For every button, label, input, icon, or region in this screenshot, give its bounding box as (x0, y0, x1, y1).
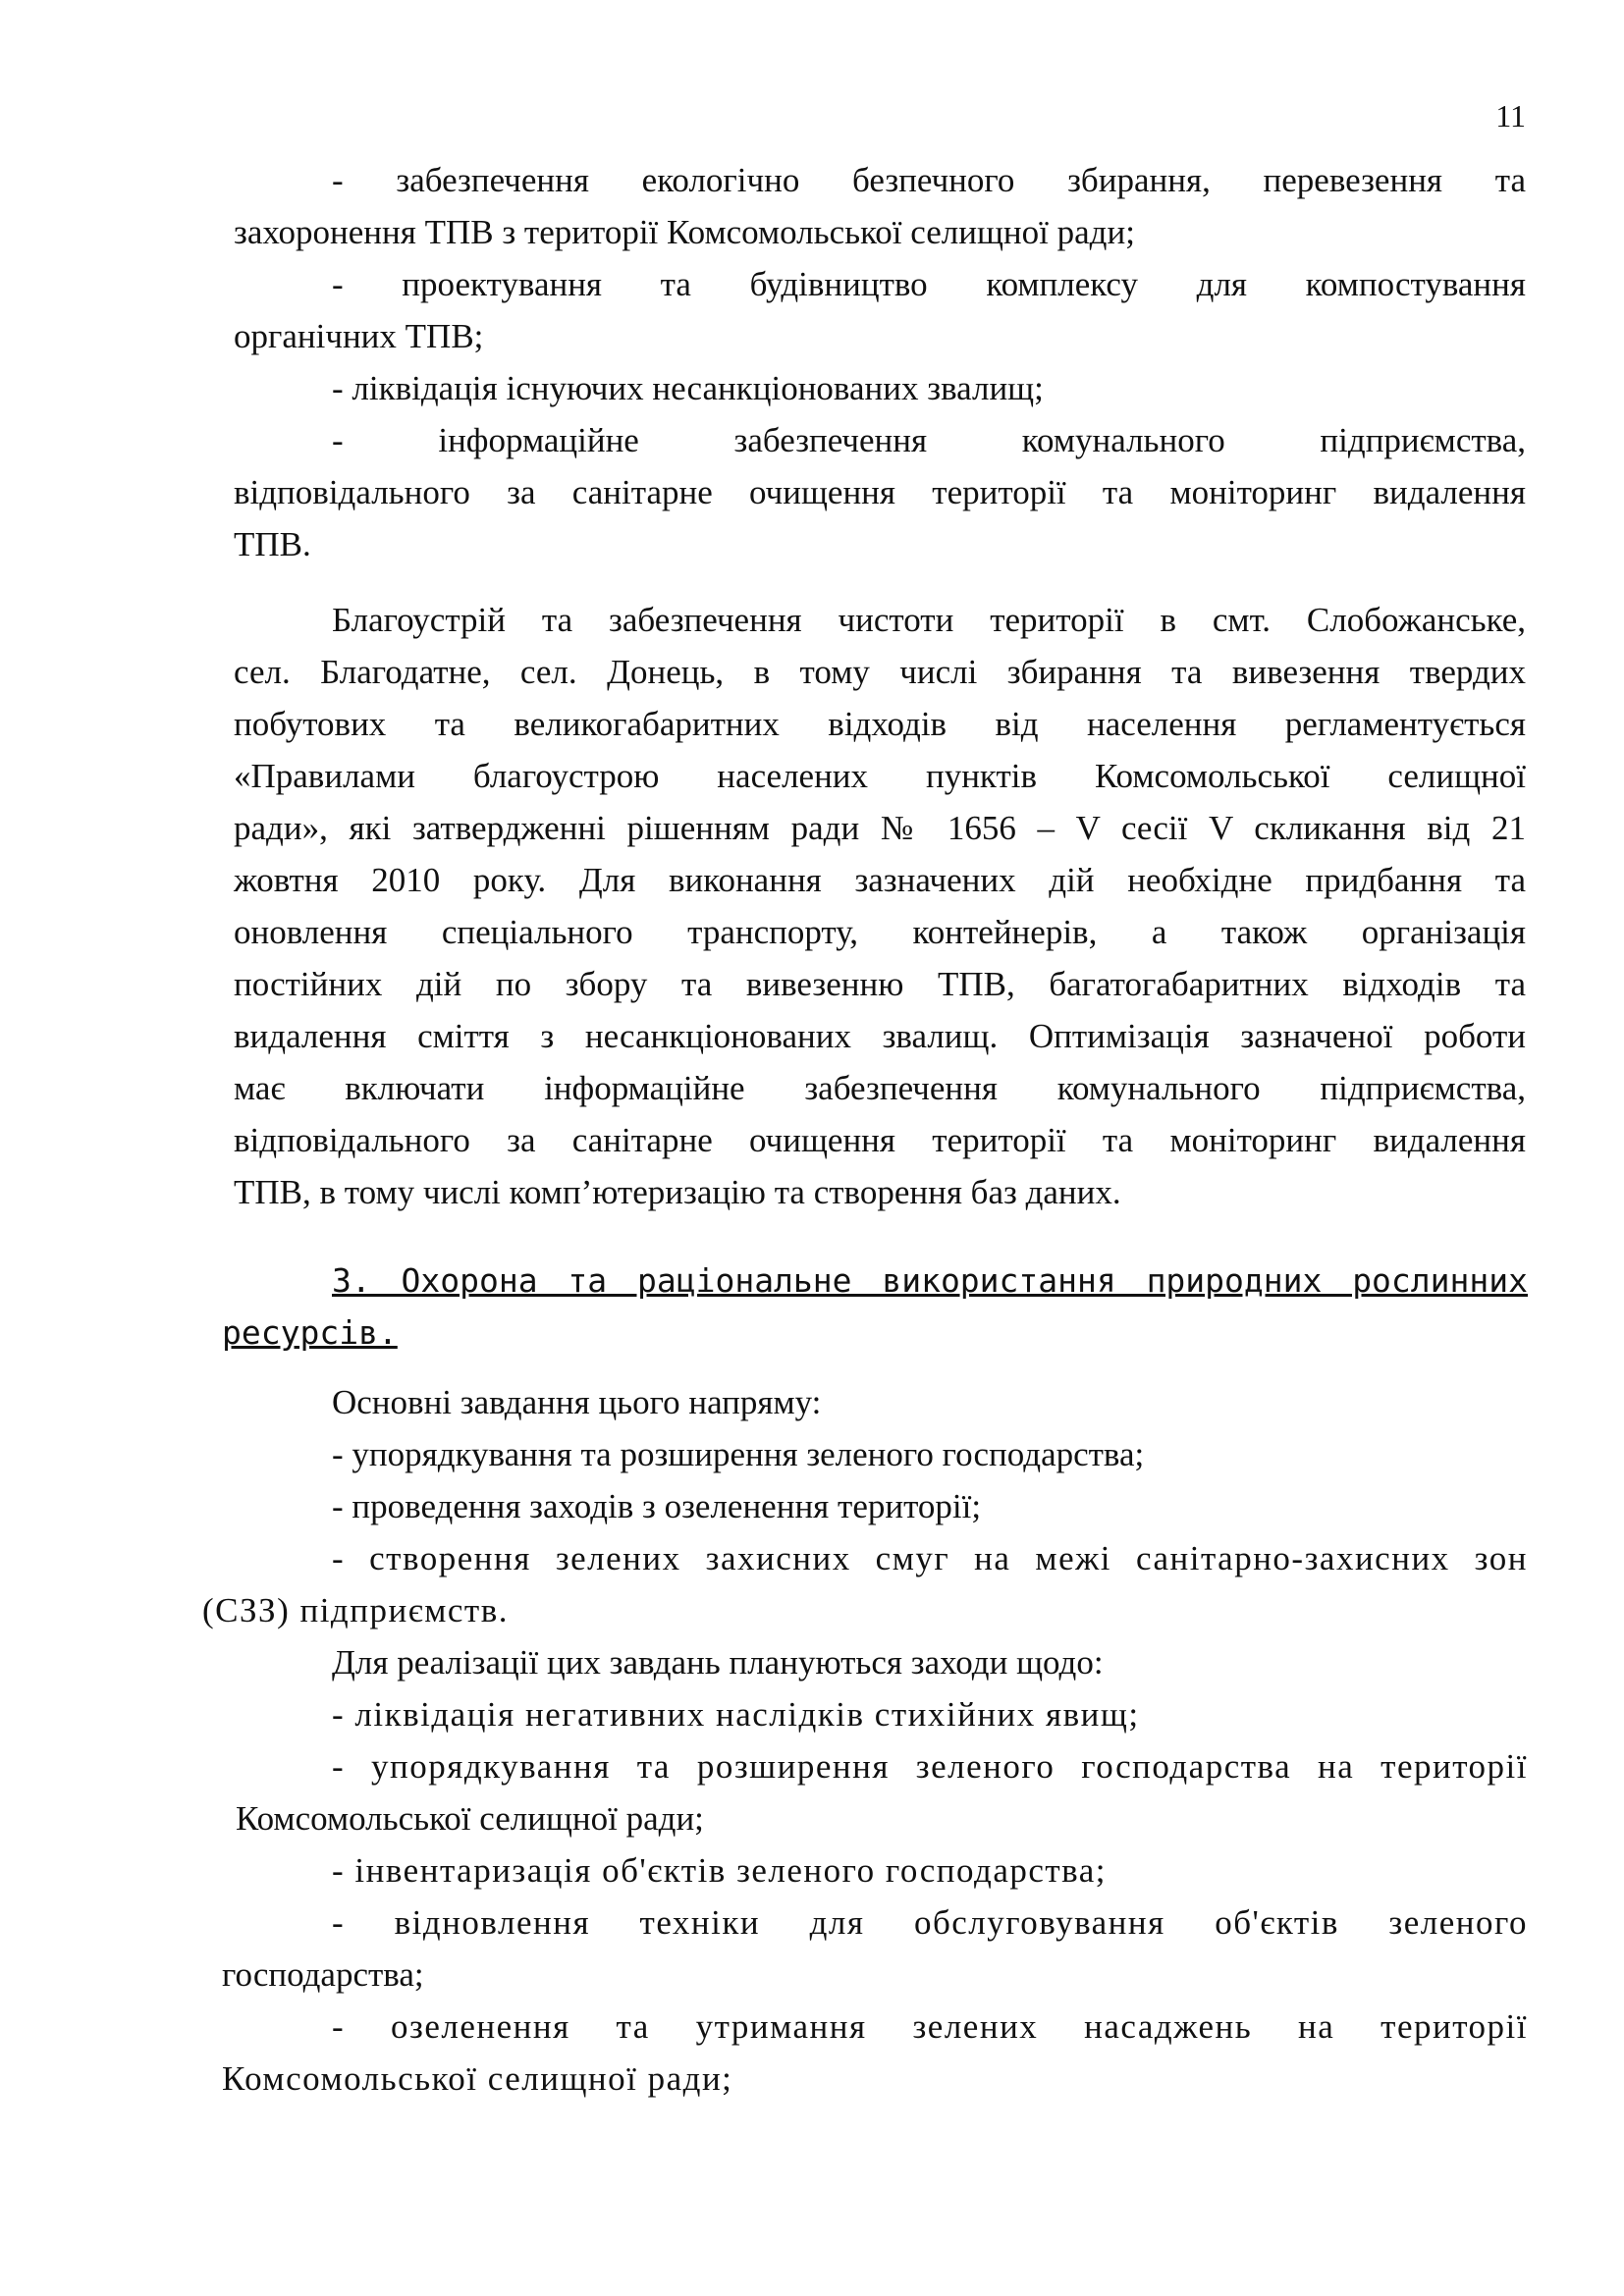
paragraph-line: «Правилами благоустрою населених пунктів Комсомольської селищної (234, 757, 1526, 795)
section-heading (222, 1255, 1528, 1359)
page-number: 11 (1495, 98, 1526, 133)
section-heading-line: 3. Охорона та раціональне використання природних рослинних (332, 1261, 1528, 1300)
section-line: - створення зелених захисних смуг на межі санітарно-захисних зон (332, 1539, 1528, 1577)
paragraph-line: має включати інформаційне забезпечення комунального підприємства, (234, 1069, 1526, 1107)
paragraph-line: постійних дій по збору та вивезенню ТПВ, багатогабаритних відходів та (234, 965, 1526, 1003)
list-item-line: захоронення ТПВ з території Комсомольської селищної ради; (234, 213, 1135, 251)
section-body (202, 1376, 1528, 2105)
section-line: - відновлення техніки для обслуговування об'єктів зеленого (332, 1903, 1528, 1942)
section-line: Комсомольської селищної ради; (236, 1799, 704, 1838)
section-line: (СЗЗ) підприємств. (202, 1591, 509, 1629)
paragraph-line: ТПВ, в тому числі комп’ютеризацію та створення баз даних. (234, 1173, 1121, 1211)
list-item-line: - забезпечення екологічно безпечного збирання, перевезення та (332, 161, 1526, 199)
list-item-line: органічних ТПВ; (234, 317, 484, 355)
list-item-line: - проектування та будівництво комплексу для компостування (332, 265, 1526, 303)
section-line: - упорядкування та розширення зеленого господарства; (332, 1435, 1145, 1473)
list-item-line: - інформаційне забезпечення комунального підприємства, (332, 421, 1526, 459)
section-line: - ліквідація негативних наслідків стихійних явищ; (332, 1695, 1140, 1734)
section-line: - упорядкування та розширення зеленого господарства на території (332, 1747, 1528, 1786)
section-heading-line: ресурсів. (222, 1313, 398, 1352)
list-item-line: ТПВ. (234, 525, 311, 563)
section-line: - проведення заходів з озеленення території; (332, 1487, 982, 1525)
paragraph-line: жовтня 2010 року. Для виконання зазначених дій необхідне придбання та (234, 861, 1526, 899)
list-item-line: відповідального за санітарне очищення території та моніторинг видалення (234, 473, 1526, 511)
paragraph-line: ради», які затвердженні рішенням ради № 1656 – V сесії V скликання від 21 (234, 809, 1526, 847)
landscaping-paragraph (234, 594, 1526, 1218)
paragraph-line: Благоустрій та забезпечення чистоти території в смт. Слобожанське, (332, 601, 1526, 639)
section-line: господарства; (222, 1955, 424, 1994)
paragraph-line: відповідального за санітарне очищення території та моніторинг видалення (234, 1121, 1526, 1159)
waste-measures-list (234, 154, 1526, 570)
paragraph-line: оновлення спеціального транспорту, контейнерів, а також організація (234, 913, 1526, 951)
section-line: Для реалізації цих завдань плануються заходи щодо: (332, 1643, 1104, 1682)
paragraph-line: сел. Благодатне, сел. Донець, в тому числі збирання та вивезення твердих (234, 653, 1526, 691)
list-item-line: - ліквідація існуючих несанкціонованих звалищ; (332, 369, 1044, 407)
section-line: Основні завдання цього напряму: (332, 1383, 822, 1421)
section-line: - озеленення та утримання зелених насаджень на території (332, 2007, 1528, 2046)
paragraph-line: побутових та великогабаритних відходів від населення регламентується (234, 705, 1526, 743)
section-line: - інвентаризація об'єктів зеленого господарства; (332, 1851, 1108, 1890)
section-line: Комсомольської селищної ради; (222, 2059, 733, 2098)
paragraph-line: видалення сміття з несанкціонованих звалищ. Оптимізація зазначеної роботи (234, 1017, 1526, 1055)
